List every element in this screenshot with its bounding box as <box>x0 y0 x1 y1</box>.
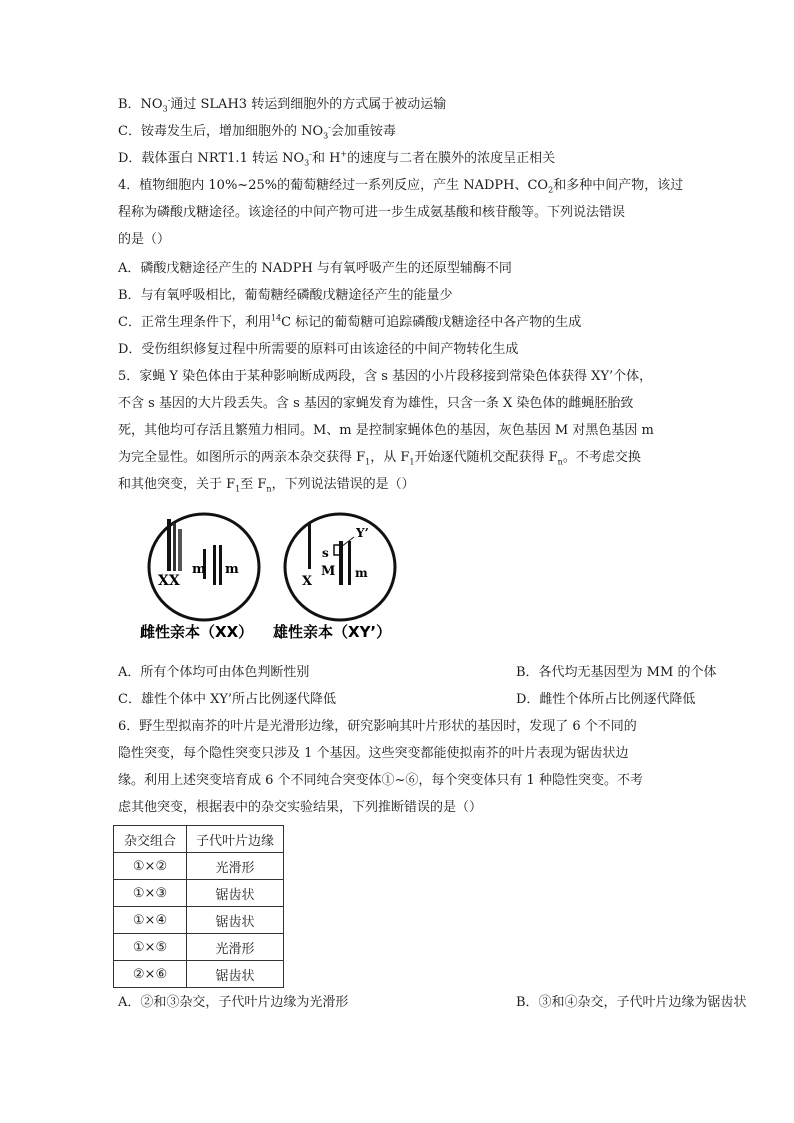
male-x-chromosome <box>308 523 311 569</box>
table-cell-result: 光滑形 <box>187 934 284 961</box>
table-cell-result: 光滑形 <box>187 853 284 880</box>
table-header-row <box>114 826 284 853</box>
male-caption: 雄性亲本（XY’） <box>273 623 392 641</box>
table-cell-result: 锯齿状 <box>187 907 284 934</box>
q3-option-c: C．铵毒发生后，增加细胞外的 $NO_3^-$会加重铵毒 <box>118 122 396 141</box>
table-cell-result: 锯齿状 <box>187 880 284 907</box>
q4-stem-line-2: 程称为磷酸戊糖途径。该途径的中间产物可进一步生成氨基酸和核苷酸等。下列说法错误 <box>118 205 626 220</box>
cross-results-table <box>113 825 284 988</box>
q3-option-d: D．载体蛋白 NRT1.1 转运 $NO_3^-$和 H+的速度与二者在膜外的浓度呈正相关 <box>118 149 556 168</box>
chromosome-diagram <box>118 505 408 650</box>
female-x-chromosome-1b <box>173 523 176 571</box>
q6-stem-line-2: 隐性突变，每个隐性突变只涉及 1 个基因。这些突变都能使拟南芥的叶片表现为锯齿状边 <box>118 746 629 761</box>
q4-stem-line-1: 4．植物细胞内 10%~25%的葡萄糖经过一系列反应，产生 NADPH、$CO_2$和多种中间产物，该过 <box>118 178 684 195</box>
q6-stem-line-1: 6．野生型拟南芥的叶片是光滑形边缘，研究影响其叶片形状的基因时，发现了 6 个不同的 <box>118 719 637 734</box>
q5-stem-line-3: 死，其他均可存活且繁殖力相同。M、m 是控制家蝇体色的基因，灰色基因 M 对黑色基因 m <box>118 423 654 438</box>
q5-option-b: B．各代均无基因型为 MM 的个体 <box>516 665 717 680</box>
table-cell-cross: ①×⑤ <box>114 934 187 961</box>
table-cell-cross: ①×④ <box>114 907 187 934</box>
male-y-label: Y’ <box>356 526 369 540</box>
q5-option-a: A．所有个体均可由体色判断性别 <box>118 665 310 680</box>
q6-option-a: A．②和③杂交，子代叶片边缘为光滑形 <box>118 995 349 1010</box>
table-header-cross: 杂交组合 <box>114 826 187 853</box>
male-s-label: s <box>322 546 329 560</box>
table-cell-cross: ①×③ <box>114 880 187 907</box>
q5-options-row-2 <box>118 692 696 708</box>
q5-stem-line-2: 不含 s 基因的大片段丢失。含 s 基因的家蝇发育为雄性，只含一条 X 染色体的雌蝇胚胎致 <box>118 396 634 411</box>
q4-option-b: B．与有氧呼吸相比，葡萄糖经磷酸戊糖途径产生的能量少 <box>118 288 453 303</box>
q4-option-c: C．正常生理条件下，利用$^{14}$C 标记的葡萄糖可追踪磷酸戊糖途径中各产物的生成 <box>118 313 582 330</box>
table-cell-result: 锯齿状 <box>187 961 284 988</box>
q5-stem-line-1: 5．家蝇 Y 染色体由于某种影响断成两段，含 s 基因的小片段移接到常染色体获得 XY’个体， <box>118 369 653 384</box>
q6-option-b: B．③和④杂交，子代叶片边缘为锯齿状 <box>516 995 747 1010</box>
q5-option-c: C．雄性个体中 XY’所占比例逐代降低 <box>118 692 337 707</box>
male-x-label: X <box>302 574 313 589</box>
table-header-leaf-edge: 子代叶片边缘 <box>187 826 284 853</box>
q5-stem-line-5: 和其他突变，关于 $F_1$至 $F_n$，下列说法错误的是（） <box>118 477 415 494</box>
q6-options-row-1 <box>118 995 747 1011</box>
table-row <box>114 961 284 988</box>
female-m-chromosome-3 <box>219 545 222 585</box>
table-row <box>114 853 284 880</box>
female-m-label-2: m <box>225 562 239 577</box>
female-m-chromosome-2 <box>213 545 216 585</box>
q4-stem-line-3: 的是（） <box>118 232 171 247</box>
q4-option-a: A．磷酸戊糖途径产生的 NADPH 与有氧呼吸产生的还原型辅酶不同 <box>118 261 512 276</box>
table-row <box>114 934 284 961</box>
female-x-chromosome-2 <box>178 529 182 571</box>
q6-stem-line-3: 缘。利用上述突变培育成 6 个不同纯合突变体①~⑥，每个突变体只有 1 种隐性突变。不考 <box>118 773 643 788</box>
table-row <box>114 907 284 934</box>
male-m-label: m <box>355 566 368 580</box>
female-caption: 雌性亲本（XX） <box>140 623 254 641</box>
q4-option-d: D．受伤组织修复过程中所需要的原料可由该途径的中间产物转化生成 <box>118 342 519 357</box>
male-m-chromosome <box>348 541 351 585</box>
q5-stem-line-4: 为完全显性。如图所示的两亲本杂交获得 $F_1$，从 $F_1$开始逐代随机交配获得 $F_n$。不考虑交换 <box>118 450 641 467</box>
q5-options-row-1 <box>118 665 717 681</box>
q3-option-b: B．$NO_3^-$通过 SLAH3 转运到细胞外的方式属于被动运输 <box>118 95 447 114</box>
table-row <box>114 880 284 907</box>
q5-option-d: D．雌性个体所占比例逐代降低 <box>516 692 696 707</box>
table-cell-cross: ①×② <box>114 853 187 880</box>
male-M-label: M <box>321 564 336 579</box>
chromosome-figure <box>118 505 408 654</box>
q6-stem-line-4: 虑其他突变，根据表中的杂交实验结果，下列推断错误的是（） <box>118 800 483 815</box>
female-m-label-1: m <box>192 562 206 577</box>
female-x-label: XX <box>158 573 180 589</box>
female-x-chromosome-1 <box>167 519 171 571</box>
table-cell-cross: ②×⑥ <box>114 961 187 988</box>
